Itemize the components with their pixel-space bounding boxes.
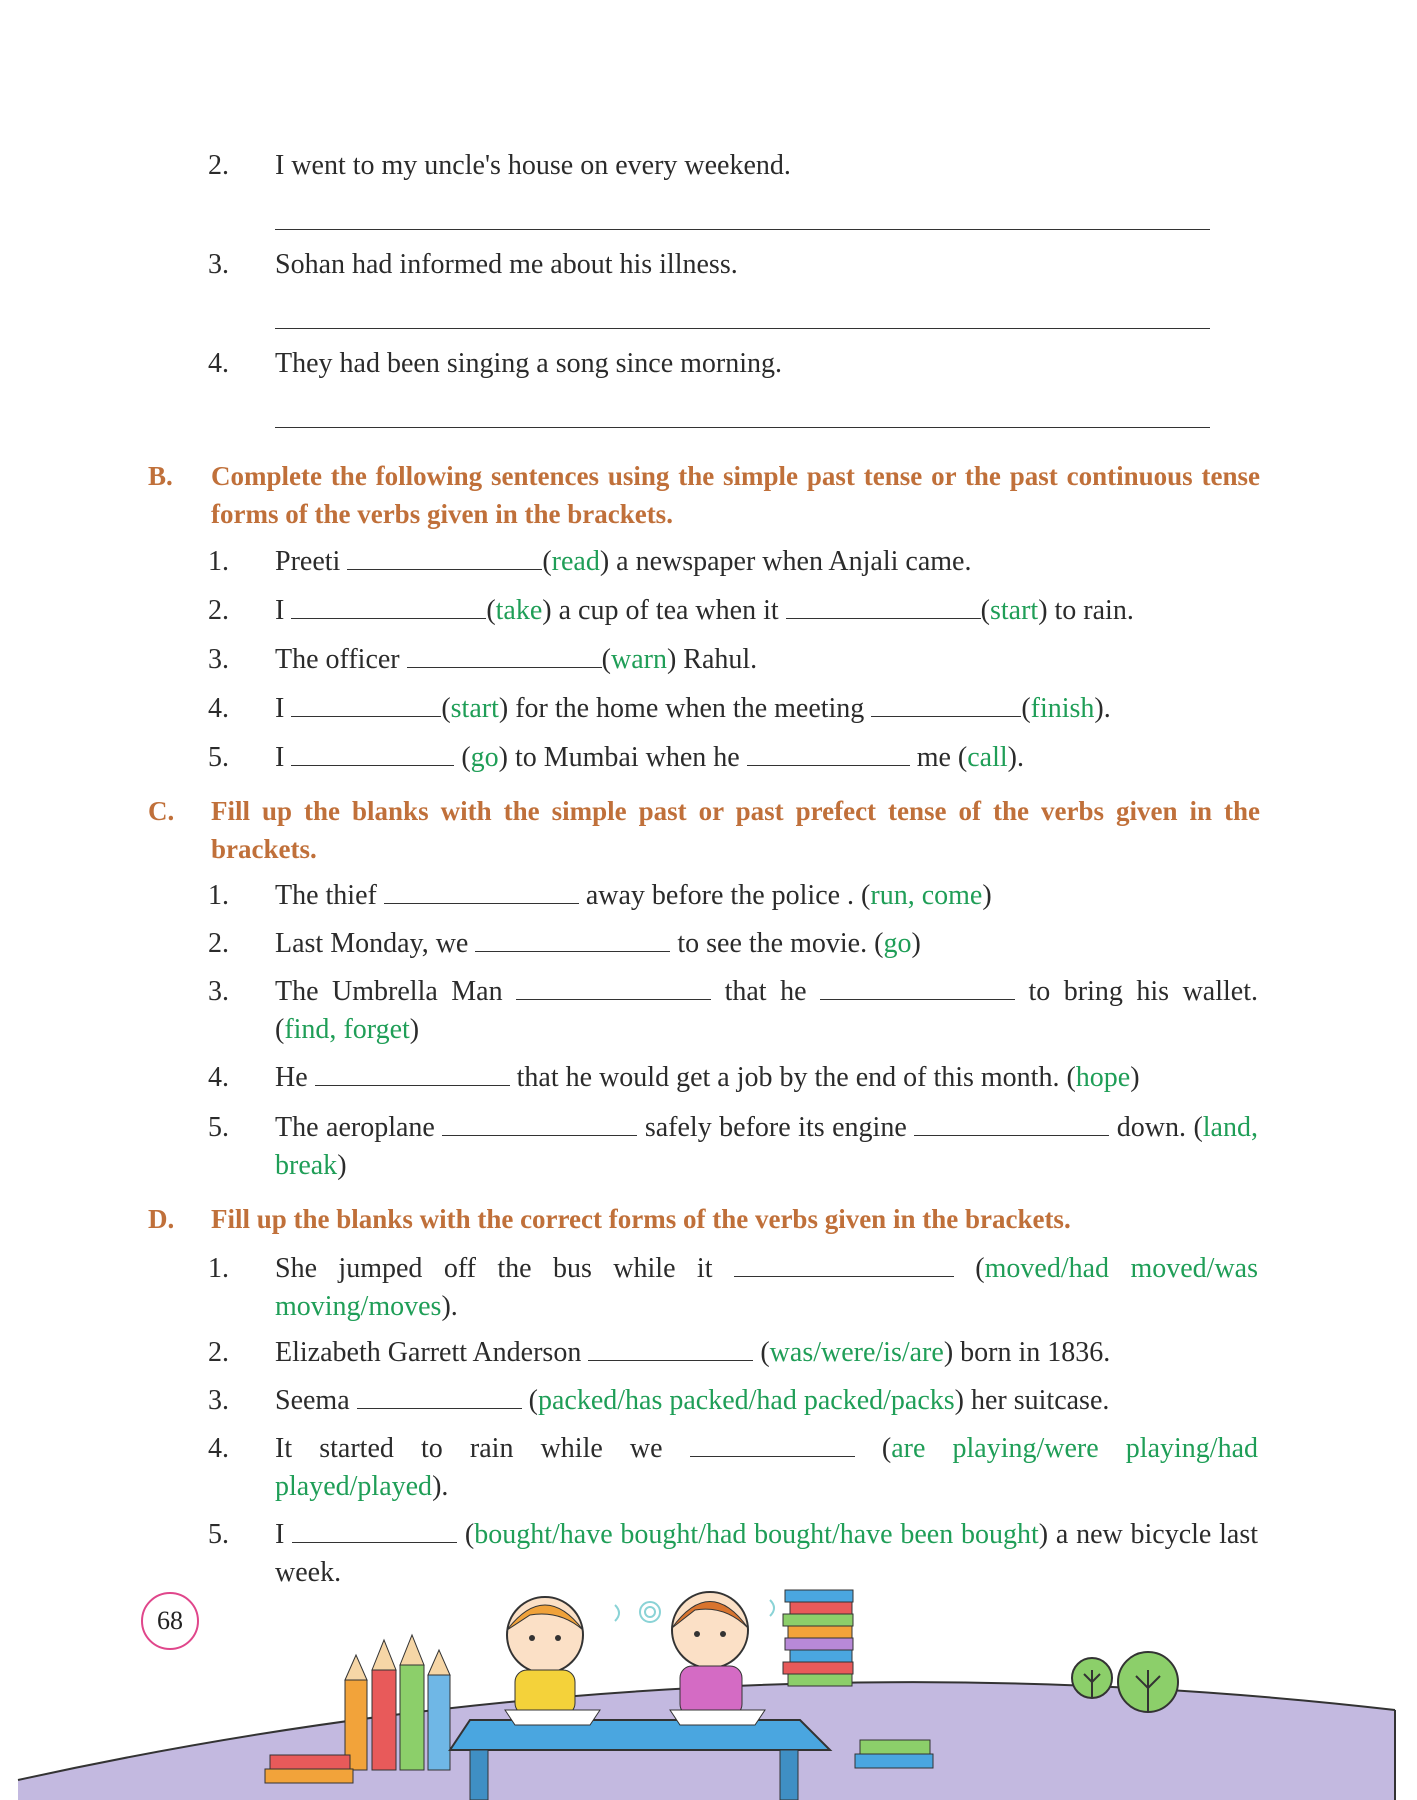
blank[interactable]	[871, 692, 1021, 717]
blank[interactable]	[475, 927, 670, 952]
blank[interactable]	[291, 692, 441, 717]
answer-line-a2[interactable]	[275, 229, 1210, 230]
blank[interactable]	[914, 1111, 1109, 1136]
blank[interactable]	[357, 1384, 522, 1409]
blank[interactable]	[315, 1061, 510, 1086]
blank[interactable]	[291, 594, 486, 619]
blank[interactable]	[690, 1432, 855, 1457]
workbook-page: 2. I went to my uncle's house on every weekend. 3. Sohan had informed me about his illness. 4. They had been singing a song since morning. B. Complete the following sentences using the simple past tense or the past continuous tense forms of the verbs given in the brackets. 1. Preeti (read) a newspaper when Anjali came. 2. I (take) a cup of tea when it (start) to rain. 3. The officer (warn) Rahul. 4. I (start) for the home when the meeting (finish). 5. I (go) to Mumbai when he me (call). C. Fill up the blanks with the simple past or past prefect tense of the verbs given in the brackets. 1. The thief away before the police . (run, come) 2. Last Monday, we to see the movie. (go) 3. The Umbrella Man that he to bring his wallet. (find, forget) 4. He that he would get a job by the end of this month. (hope) 5. The aeroplane safely before its engine down. (land, break) D. Fill up the blanks with the correct forms of the verbs given in the brackets. 1. She jumped off the bus while it (moved/had moved/was moving/moves). 2. Elizabeth Garrett Anderson (was/were/is/are) born in 1836. 3. Seema (packed/has packed/had packed/packs) her suitcase. 4. It started to rain while we (are playing/were playing/had played/played). 5. I (bought/have bought/had bought/have been bought) a new bicycle last week. 68	[0, 0, 1417, 1800]
book-stack-icon	[783, 1590, 853, 1686]
blank[interactable]	[820, 975, 1015, 1000]
blank[interactable]	[292, 1518, 457, 1543]
blank[interactable]	[747, 741, 910, 766]
page-number: 68	[141, 1592, 199, 1650]
answer-line-a3[interactable]	[275, 328, 1210, 329]
blank[interactable]	[384, 879, 579, 904]
children-reading-illustration	[0, 1570, 1417, 1800]
blank[interactable]	[407, 643, 602, 668]
answer-line-a4[interactable]	[275, 427, 1210, 428]
blank[interactable]	[734, 1252, 954, 1277]
blank[interactable]	[786, 594, 981, 619]
blank[interactable]	[442, 1111, 637, 1136]
blank[interactable]	[291, 741, 454, 766]
blank[interactable]	[588, 1336, 753, 1361]
blank[interactable]	[347, 545, 542, 570]
blank[interactable]	[516, 975, 711, 1000]
